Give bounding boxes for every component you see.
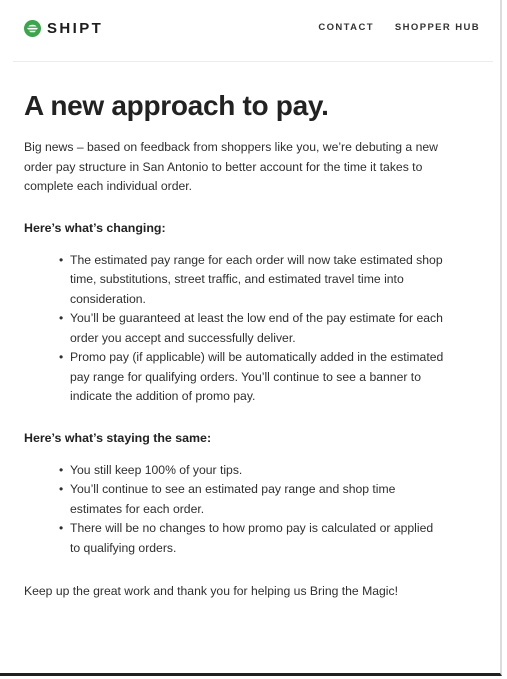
list-item	[59, 480, 444, 519]
staying-same-list	[24, 461, 444, 559]
list-item	[59, 461, 444, 481]
brand-name: SHIPT	[47, 19, 104, 37]
bullet-icon: •	[59, 350, 64, 364]
top-nav	[318, 22, 480, 33]
list-item-text: The estimated pay range for each order will now take estimated shop time, substitutions, street traffic, and estimated travel time into consideration.	[70, 252, 443, 306]
intro-paragraph: Big news – based on feedback from shoppers like you, we’re debuting a new order pay structure in San Antonio to better account for the time it takes to complete each individual order.	[24, 140, 438, 193]
page-title: A new approach to pay.	[24, 90, 329, 121]
list-item	[59, 519, 444, 558]
list-item-text: Promo pay (if applicable) will be automatically added in the estimated pay range for qualifying orders. You’ll continue to see a banner to indicate the addition of promo pay.	[70, 350, 444, 403]
bullet-icon: •	[59, 521, 64, 535]
header	[13, 0, 493, 62]
list-item-text: You’ll be guaranteed at least the low end of the pay estimate for each order you accept and successfully deliver.	[70, 311, 443, 345]
changing-heading: Here’s what’s changing:	[24, 220, 166, 235]
bullet-icon: •	[59, 462, 64, 477]
shipt-logo[interactable]	[24, 18, 103, 38]
nav-contact-link[interactable]: CONTACT	[318, 22, 374, 33]
list-item-text: You’ll continue to see an estimated pay range and shop time estimates for each order.	[70, 482, 396, 516]
bullet-icon: •	[59, 482, 64, 496]
staying-same-heading: Here’s what’s staying the same:	[24, 430, 212, 445]
shipt-logo-icon	[24, 20, 41, 37]
closing-paragraph: Keep up the great work and thank you for helping us Bring the Magic!	[24, 584, 398, 598]
list-item	[59, 309, 444, 348]
list-item-text: You still keep 100% of your tips.	[70, 462, 243, 477]
email-body	[24, 88, 444, 601]
list-item	[59, 348, 444, 407]
bullet-icon: •	[59, 252, 64, 267]
changing-list	[24, 251, 444, 407]
nav-shopper-hub-link[interactable]: SHOPPER HUB	[394, 22, 480, 33]
list-item	[59, 251, 444, 310]
bullet-icon: •	[59, 311, 64, 325]
list-item-text: There will be no changes to how promo pay is calculated or applied to qualifying orders.	[70, 521, 434, 555]
